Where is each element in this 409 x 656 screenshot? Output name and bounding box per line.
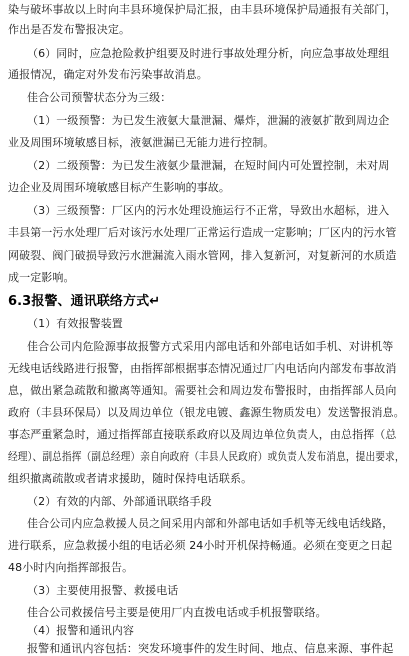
- text-line: 48小时内向指挥部报告。: [8, 561, 134, 574]
- text-line: 佳合公司内危险源事故报警方式采用内部电话和外部电话如手机、对讲机等: [27, 340, 394, 353]
- text-line: 作出是否发布警报决定。: [8, 23, 131, 36]
- text-line: 通报情况，确定对外发布污染事故消息。: [8, 68, 208, 81]
- text-line: 报警和通讯内容包括：突发环境事件的发生时间、地点、信息来源、事件起: [27, 642, 394, 655]
- text-line: （2）二级预警：为已发生液氨少量泄漏，在短时间内可处置控制，未对周: [27, 159, 390, 172]
- text-line: 网破裂、阀门破损导致污水泄漏流入雨水管网，排入复新河，对复新河的水质造: [8, 249, 397, 262]
- text-line: （6）同时，应急抢险救护组要及时进行事故处理分析，向应急事故处理组: [27, 47, 390, 60]
- text-line: 佳合公司预警状态分为三级：: [27, 91, 172, 104]
- text-line: 丰县第一污水处理厂后对该污水处理厂正常运行造成一定影响；厂区内的污水管: [8, 226, 397, 239]
- text-line: 佳合公司救援信号主要是使用厂内直拨电话或手机报警联络。: [27, 606, 327, 619]
- text-line: 业及周围环境敏感目标，液氨泄漏已无能力进行控制。: [8, 136, 275, 149]
- text-line: 佳合公司内应急救援人员之间采用内部和外部电话如手机等无线电话线路，: [27, 517, 394, 530]
- text-line: （1）有效报警装置: [27, 317, 123, 330]
- text-line: 成一定影响。: [8, 271, 75, 284]
- text-line: 组织撤离疏散或者请求援助，随时保持电话联系。: [8, 472, 253, 485]
- text-line: （4）报警和通讯内容: [27, 624, 134, 637]
- text-line: 事态严重紧急时，通过指挥部直接联系政府以及周边单位负责人，由总指挥（总: [8, 428, 397, 441]
- text-line: 染与破坏事故以上时向丰县环境保护局汇报，由丰县环境保护局通报有关部门，: [8, 3, 397, 16]
- text-line: 息，做出紧急疏散和撤离等通知。需要社会和周边发布警报时，由指挥部人员向: [8, 384, 397, 397]
- text-line: 政府（丰县环保局）以及周边单位（银龙电镀、鑫源生物质发电）发送警报消息。: [8, 406, 405, 419]
- text-line: （3）三级预警：厂区内的污水处理设施运行不正常，导致出水超标，进入: [27, 204, 390, 217]
- section-heading: 6.3报警、通讯联络方式↵: [8, 294, 161, 309]
- text-line: （3）主要使用报警、救援电话: [27, 584, 179, 597]
- text-line: 边企业及周围环境敏感目标产生影响的事故。: [8, 181, 230, 194]
- text-line: 经理）、副总指挥（副总经理）亲自向政府（丰县人民政府）或负责人发布消息，提出要求，: [8, 450, 405, 463]
- text-line: （2）有效的内部、外部通讯联络手段: [27, 495, 212, 508]
- text-line: 进行联系，应急救援小组的电话必须 24小时开机保持畅通。必须在变更之日起: [8, 539, 393, 552]
- text-line: （1）一级预警：为已发生液氨大量泄漏、爆炸，泄漏的液氨扩散到周边企: [27, 114, 390, 127]
- text-line: 无线电话线路进行报警，由指挥部根据事态情况通过厂内电话向内部发布事故消: [8, 362, 397, 375]
